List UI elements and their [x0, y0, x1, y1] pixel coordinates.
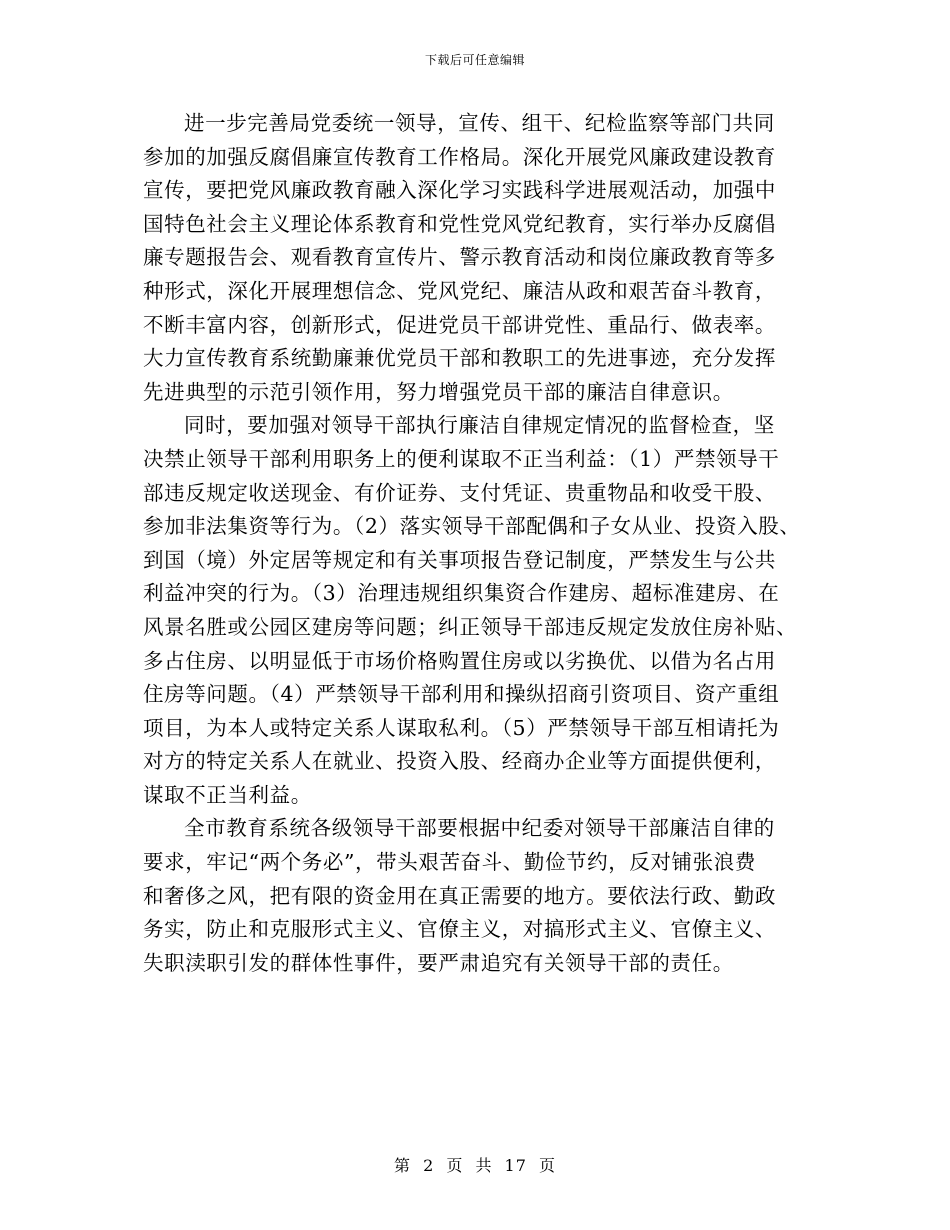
text-line: 利益冲突的行为。（3）治理违规组织集资合作建房、超标准建房、在 — [143, 581, 780, 606]
page-header: 下载后可任意编辑 — [424, 53, 525, 67]
paragraph-3 — [143, 812, 823, 980]
paragraph-2 — [143, 409, 823, 812]
text-line: 务实，防止和克服形式主义、官僚主义，对搞形式主义、官僚主义、 — [143, 917, 776, 942]
text-line: 部违反规定收送现金、有价证券、支付凭证、贵重物品和收受干股、 — [143, 480, 776, 505]
page-number: 第 2 页 共 17 页 — [394, 1156, 556, 1175]
text-line: 同时，要加强对领导干部执行廉洁自律规定情况的监督检查，坚 — [184, 413, 775, 438]
text-line: 种形式，深化开展理想信念、党风党纪、廉洁从政和艰苦奋斗教育， — [143, 278, 776, 303]
text-line: 全市教育系统各级领导干部要根据中纪委对领导干部廉洁自律的 — [184, 816, 775, 841]
text-line: 对方的特定关系人在就业、投资入股、经商办企业等方面提供便利， — [143, 749, 776, 774]
text-line: 到国（境）外定居等规定和有关事项报告登记制度，严禁发生与公共 — [143, 547, 776, 572]
text-line: 项目，为本人或特定关系人谋取私利。（5）严禁领导干部互相请托为 — [143, 715, 780, 740]
text-line: 和奢侈之风，把有限的资金用在真正需要的地方。要依法行政、勤政 — [143, 883, 776, 908]
text-line: 大力宣传教育系统勤廉兼优党员干部和教职工的先进事迹，充分发挥 — [143, 346, 776, 371]
text-line: 先进典型的示范引领作用，努力增强党员干部的廉洁自律意识。 — [143, 379, 734, 404]
text-line: 要求，牢记“两个务必”，带头艰苦奋斗、勤俭节约，反对铺张浪费 — [143, 850, 756, 875]
document-body — [143, 107, 823, 980]
text-line: 宣传，要把党风廉政教育融入深化学习实践科学进展观活动，加强中 — [143, 178, 776, 203]
text-line: 参加非法集资等行为。（2）落实领导干部配偶和子女从业、投资入股、 — [143, 514, 801, 539]
text-line: 多占住房、以明显低于市场价格购置住房或以劣换优、以借为名占用 — [143, 648, 776, 673]
text-line: 廉专题报告会、观看教育宣传片、警示教育活动和岗位廉政教育等多 — [143, 245, 776, 270]
text-line: 国特色社会主义理论体系教育和党性党风党纪教育，实行举办反腐倡 — [143, 211, 776, 236]
text-line: 不断丰富内容，创新形式，促进党员干部讲党性、重品行、做表率。 — [143, 312, 776, 337]
paragraph-1 — [143, 107, 823, 409]
text-line: 风景名胜或公园区建房等问题；纠正领导干部违反规定发放住房补贴、 — [143, 614, 798, 639]
text-line: 谋取不正当利益。 — [143, 782, 312, 807]
text-line: 参加的加强反腐倡廉宣传教育工作格局。深化开展党风廉政建设教育 — [143, 144, 776, 169]
text-line: 住房等问题。（4）严禁领导干部利用和操纵招商引资项目、资产重组 — [143, 682, 780, 707]
text-line: 进一步完善局党委统一领导，宣传、组干、纪检监察等部门共同 — [184, 111, 775, 135]
text-line: 失职渎职引发的群体性事件，要严肃追究有关领导干部的责任。 — [143, 950, 734, 975]
text-line: 决禁止领导干部利用职务上的便利谋取不正当利益：（1）严禁领导干 — [143, 446, 780, 471]
